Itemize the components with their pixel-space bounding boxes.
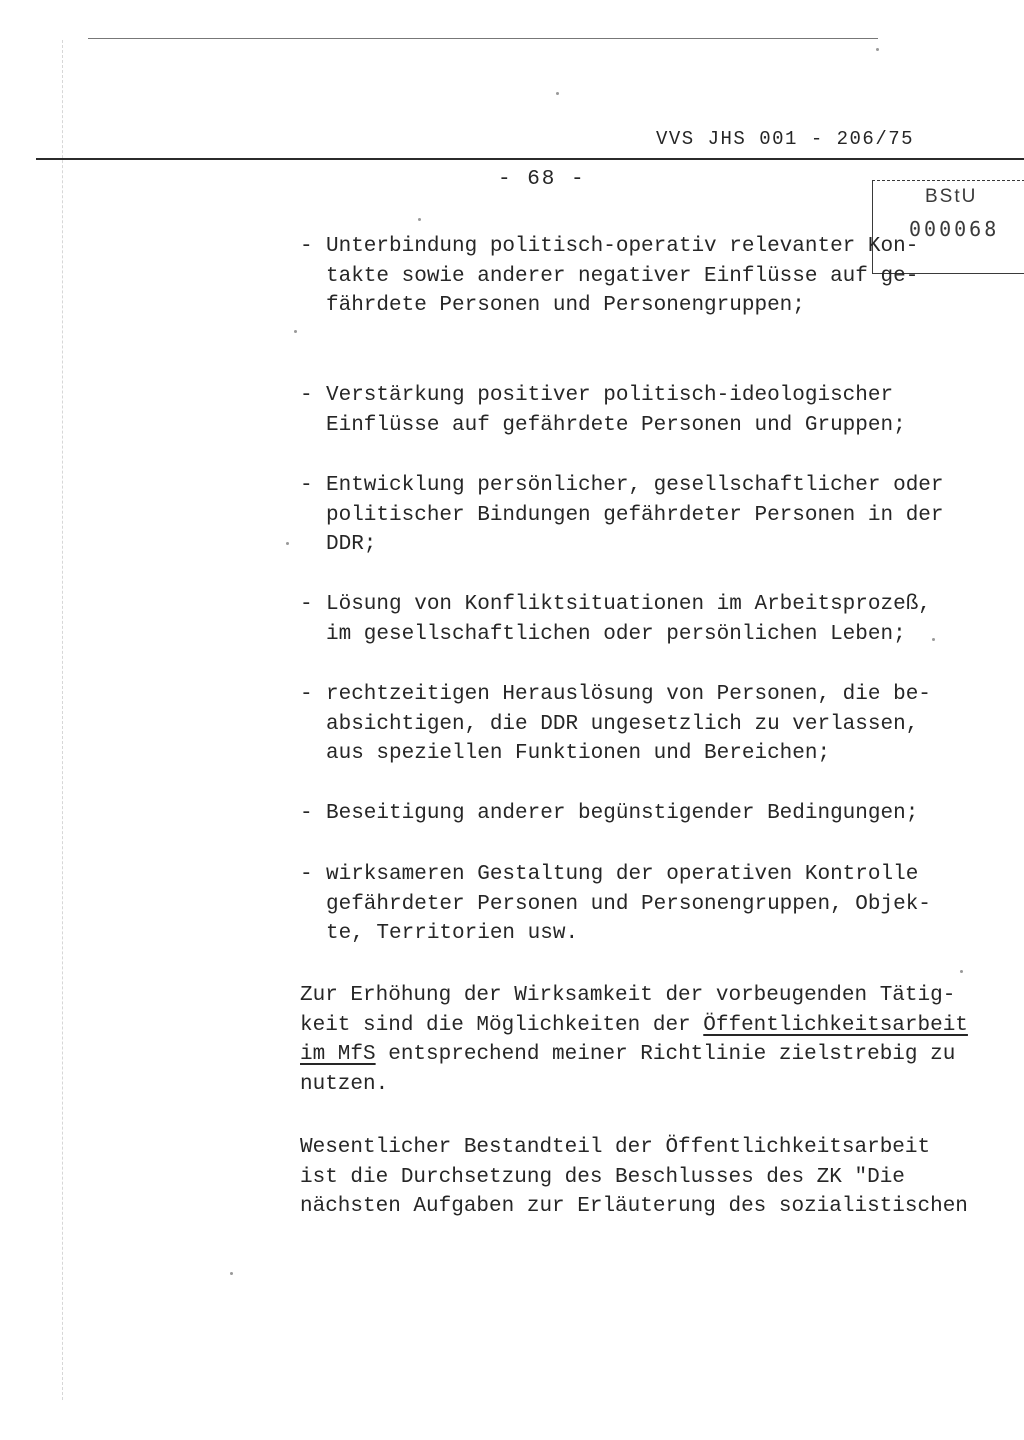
bullet-item: [300, 471, 1000, 560]
top-rule: [88, 38, 878, 39]
bullet-line: Entwicklung persönlicher, gesellschaftlicher oder: [326, 474, 944, 497]
scan-speck: [876, 48, 879, 51]
bullet-item: [300, 381, 1000, 440]
binding-margin-line: [62, 40, 63, 1400]
bullet-line: aus speziellen Funktionen und Bereichen;: [326, 742, 831, 765]
bullet-line: Beseitigung anderer begünstigender Bedingungen;: [326, 802, 919, 825]
scan-speck: [286, 542, 289, 545]
document-reference: VVS JHS 001 - 206/75: [656, 128, 915, 150]
bullet-line: absichtigen, die DDR ungesetzlich zu verlassen,: [326, 712, 919, 736]
bullet-dash: -: [300, 474, 313, 497]
scan-speck: [960, 970, 963, 973]
bullet-dash: -: [300, 802, 313, 825]
page-number: - 68 -: [498, 168, 586, 191]
paragraph-line: Zur Erhöhung der Wirksamkeit der vorbeugenden Tätig-: [300, 984, 956, 1007]
scan-speck: [932, 638, 935, 641]
bullet-line: rechtzeitigen Herauslösung von Personen, die be-: [326, 683, 931, 706]
bullet-line: gefährdeter Personen und Personengruppen, Objek-: [326, 892, 931, 916]
underlined-term: Öffentlichkeitsarbeit: [703, 1013, 968, 1037]
underlined-term: im MfS: [300, 1043, 376, 1066]
paragraph-text: entsprechend meiner Richtlinie zielstrebig zu: [375, 1043, 956, 1066]
bullet-line: im gesellschaftlichen oder persönlichen Leben;: [326, 622, 906, 646]
bullet-line: DDR;: [326, 533, 377, 556]
bullet-line: politischer Bindungen gefährdeter Personen in der: [326, 503, 944, 527]
paragraph-line: Wesentlicher Bestandteil der Öffentlichkeitsarbeit: [300, 1136, 931, 1159]
bullet-line: Lösung von Konfliktsituationen im Arbeitsprozeß,: [326, 593, 931, 616]
bullet-dash: -: [300, 863, 313, 886]
bullet-item: [300, 680, 1000, 769]
scan-speck: [294, 330, 297, 333]
bullet-item: [300, 799, 1000, 829]
paragraph-line: nächsten Aufgaben zur Erläuterung des sozialistischen: [300, 1195, 968, 1218]
header-rule: [36, 158, 1024, 160]
bullet-line: Unterbindung politisch-operativ relevanter Kon-: [326, 235, 919, 258]
bullet-dash: -: [300, 593, 313, 616]
bullet-line: wirksameren Gestaltung der operativen Kontrolle: [326, 863, 919, 886]
stamp-number: 000068: [909, 217, 1000, 241]
bullet-line: fährdete Personen und Personengruppen;: [326, 294, 805, 317]
scan-speck: [230, 1272, 233, 1275]
bullet-line: takte sowie anderer negativer Einflüsse auf ge-: [326, 264, 919, 288]
paragraph-line: [300, 1011, 1000, 1041]
bullet-dash: -: [300, 683, 313, 706]
bullet-line: Verstärkung positiver politisch-ideologischer: [326, 384, 894, 407]
bullet-dash: -: [300, 384, 313, 407]
bullet-dash: -: [300, 235, 313, 258]
stamp-title: BStU: [925, 186, 978, 207]
scan-speck: [556, 92, 559, 95]
bullet-item: [300, 590, 1000, 649]
paragraph-line: nutzen.: [300, 1072, 389, 1096]
paragraph-line: ist die Durchsetzung des Beschlusses des ZK "Die: [300, 1165, 905, 1189]
bullet-line: Einflüsse auf gefährdete Personen und Gruppen;: [326, 413, 906, 437]
scan-speck: [418, 218, 421, 221]
bullet-line: te, Territorien usw.: [326, 922, 579, 945]
paragraph-central-committee: [300, 1133, 1000, 1222]
paragraph-text: keit sind die Möglichkeiten der: [300, 1013, 704, 1037]
paragraph-line: [300, 1040, 1000, 1070]
bullet-item: [300, 232, 1000, 321]
bullet-item: [300, 860, 1000, 949]
paragraph-public-relations: [300, 981, 1000, 1099]
